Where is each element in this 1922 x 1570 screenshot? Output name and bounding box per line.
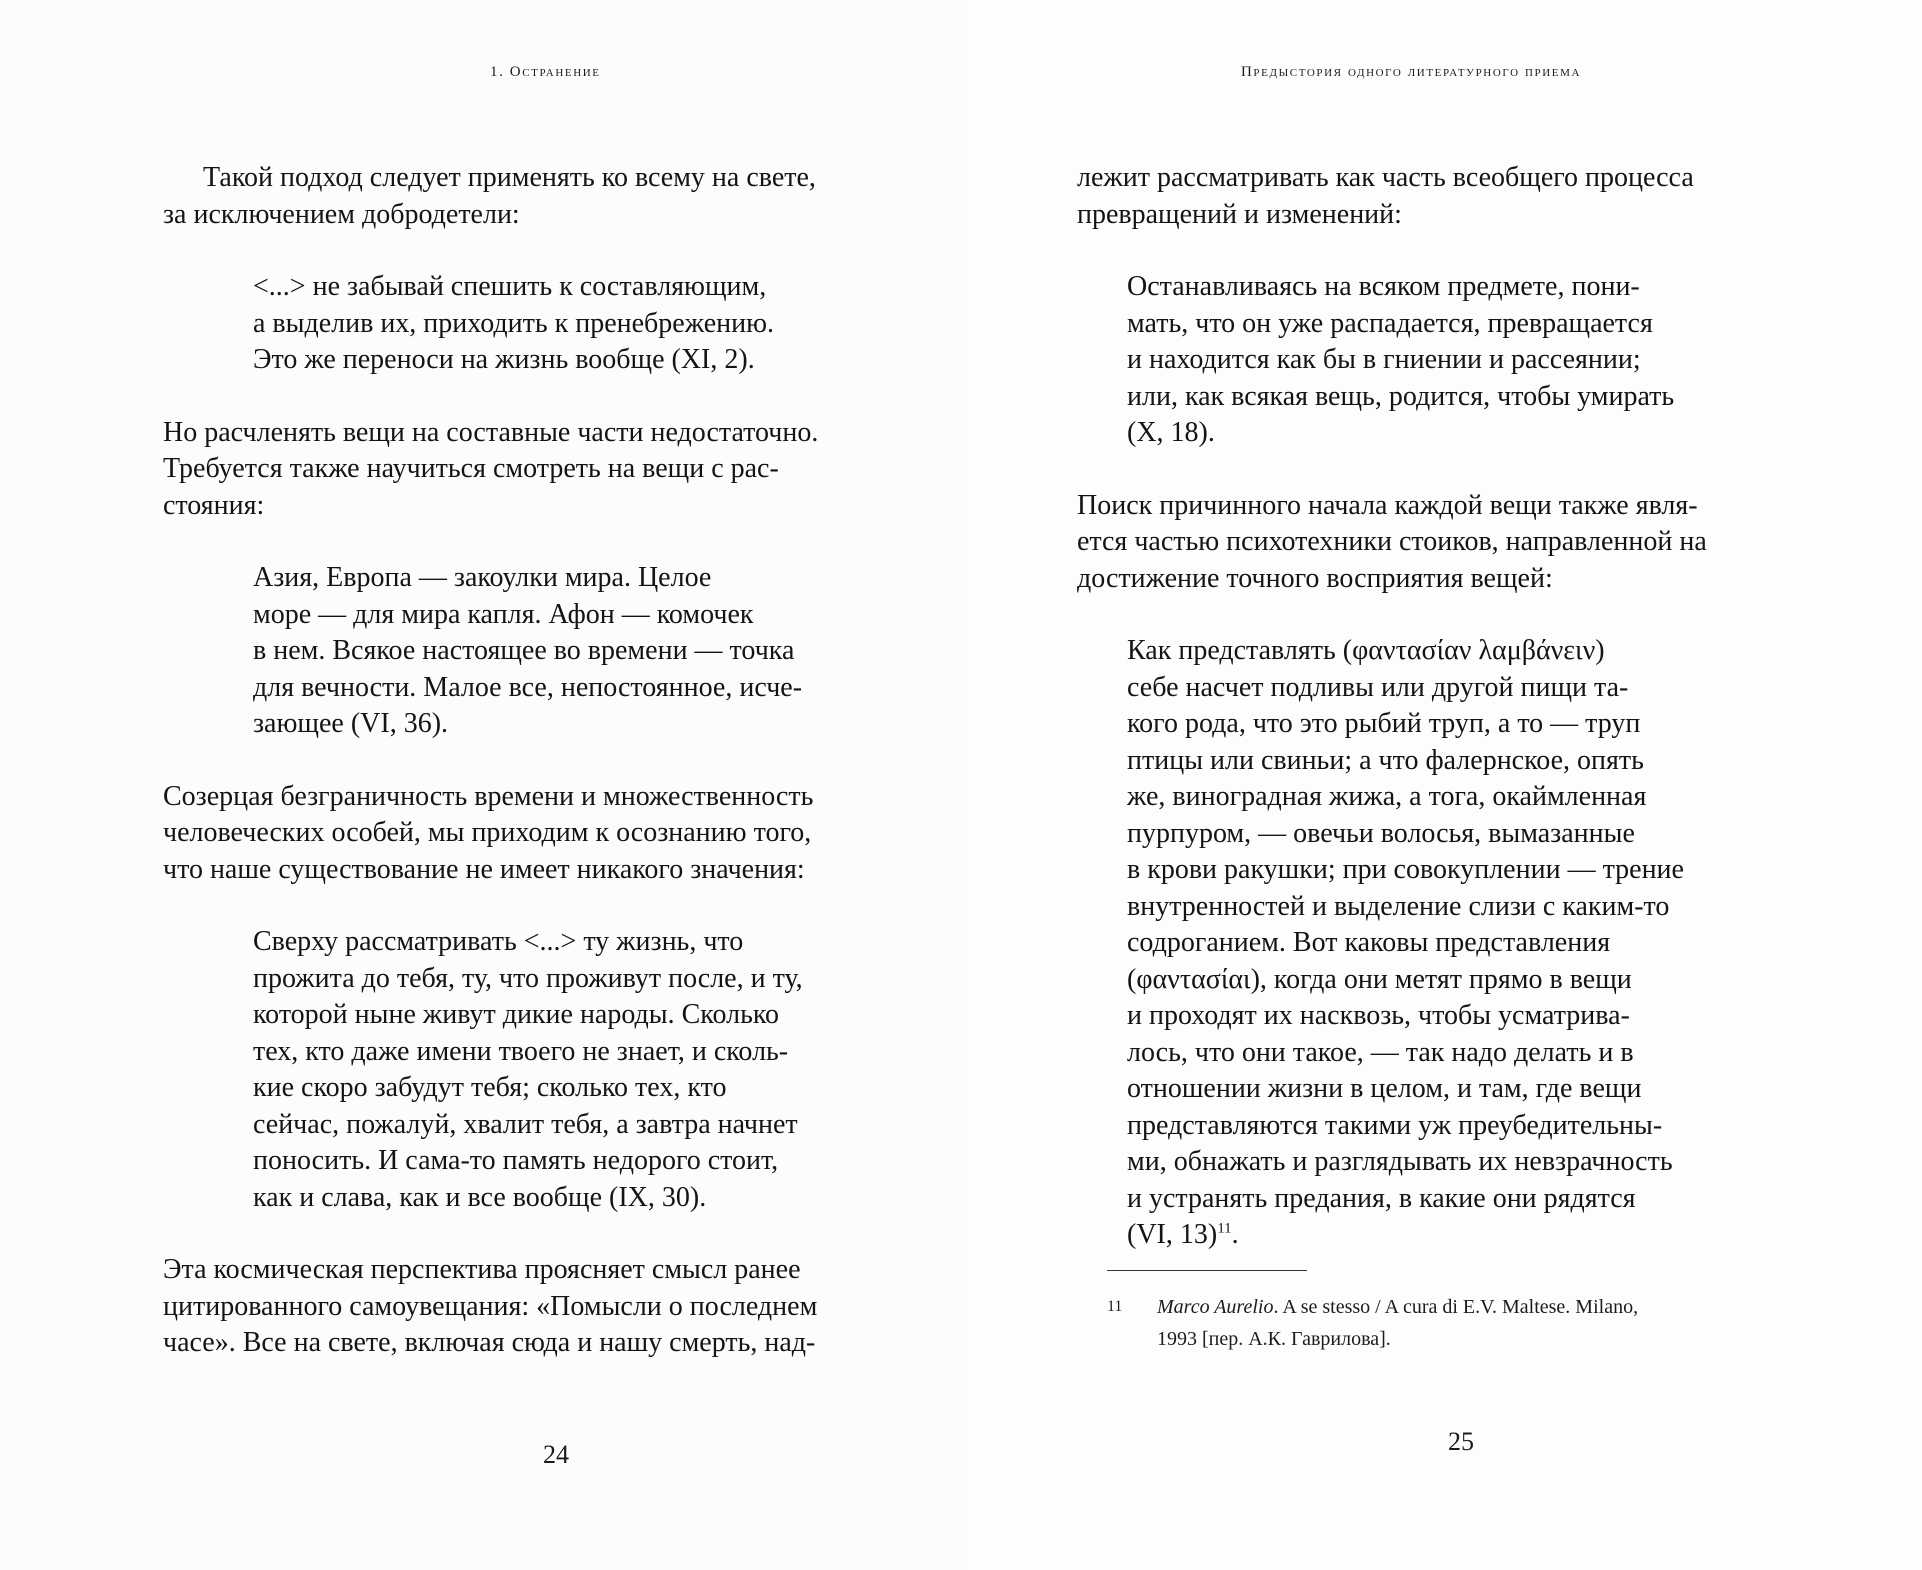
page-body [1077,160,1847,1254]
text-line: пурпуром, — овечьи волосья, вымазанные [1127,817,1635,849]
text-line: прожита до тебя, ту, что проживут после, и ту, [253,962,803,994]
text-line: Требуется также научиться смотреть на вещи с рас- [163,453,779,484]
text-line: содроганием. Вот каковы представления [1127,927,1611,958]
block-quote [1107,269,1847,452]
footnote-author: Marco Aurelio [1157,1296,1274,1318]
footnote-line-2: 1993 [пер. А.К. Гаврилова]. [1157,1328,1391,1350]
running-head: 1. Остранение [490,64,601,80]
text-line: мать, что он уже распадается, превращается [1127,307,1653,339]
text-line: за исключением добродетели: [163,198,520,230]
paragraph [163,415,943,525]
text-line: поносить. И сама-то память недорого стоит, [253,1145,779,1176]
text-line: ми, обнажать и разглядывать их невзрачность [1127,1146,1673,1177]
footnote-rule [1107,1270,1307,1271]
text-line: Такой подход следует применять ко всему на свете, [203,162,816,193]
footnote-ref[interactable]: 11 [1217,1220,1232,1237]
block-quote [203,269,943,379]
paragraph [163,160,943,233]
footnote-text [1157,1291,1727,1355]
text-line: Но расчленять вещи на составные части недостаточно. [163,416,819,448]
text-line: превращений и изменений: [1077,198,1402,230]
text-line: Это же переноси на жизнь вообще (XI, 2). [253,344,755,375]
text-line: себе насчет подливы или другой пищи та- [1127,671,1629,703]
text-line: тех, кто даже имени твоего не знает, и сколь- [253,1035,789,1067]
text-line: Останавливаясь на всяком предмете, пони- [1127,271,1640,302]
text-line: отношении жизни в целом, и там, где вещи [1127,1073,1642,1104]
text-line: достижение точного восприятия вещей: [1077,562,1553,594]
footnote-number: 11 [1107,1298,1123,1315]
text-line: же, виноградная жижа, а тога, окаймленная [1127,781,1647,812]
text-line: как и слава, как и все вообще (IX, 30). [253,1181,707,1213]
text-line: Созерцая безграничность времени и множественность [163,780,814,812]
text-line: в нем. Всякое настоящее во времени — точка [253,635,795,666]
text-line: зающее (VI, 36). [253,708,449,739]
citation: (VI, 13) [1127,1219,1218,1250]
right-page [961,0,1922,1570]
text-line: что наше существование не имеет никакого значения: [163,853,805,885]
text-line: кого рода, что это рыбий труп, а то — труп [1127,708,1641,739]
page-number: 25 [1448,1427,1474,1456]
block-quote [203,560,943,743]
text-line: или, как всякая вещь, родится, чтобы умирать [1127,380,1675,412]
text-line: часе». Все на свете, включая сюда и нашу смерть, над- [163,1327,816,1358]
text-line: Как представлять (φαντασίαν λαμβάνειν) [1127,635,1605,666]
footnote-line-1: . A se stesso / A cura di E.V. Maltese. Milano, [1273,1296,1639,1318]
text-line: Эта космическая перспектива проясняет смысл ранее [163,1254,801,1285]
text-line: ется частью психотехники стоиков, направленной на [1077,526,1707,557]
text-line: кие скоро забудут тебя; сколько тех, кто [253,1072,727,1103]
text-line: для вечности. Малое все, непостоянное, исче- [253,671,803,703]
text-line: лежит рассматривать как часть всеобщего процесса [1077,162,1694,193]
footnote [1107,1291,1727,1355]
period: . [1231,1219,1239,1250]
text-line: птицы или свиньи; а что фалернское, опять [1127,744,1644,776]
text-line: море — для мира капля. Афон — комочек [253,598,754,630]
paragraph [163,779,943,889]
text-line: внутренностей и выделение слизи с каким-то [1127,890,1670,922]
text-line: <...> не забывай спешить к составляющим, [253,271,767,302]
text-line: Сверху рассматривать <...> ту жизнь, что [253,926,744,957]
text-line: Азия, Европа — закоулки мира. Целое [253,562,712,593]
text-line: Поиск причинного начала каждой вещи также явля- [1077,489,1698,521]
page-number: 24 [543,1440,569,1469]
text-line: и проходят их насквозь, чтобы усматрива- [1127,1000,1630,1031]
text-line: (φαντασίαι), когда они метят прямо в вещи [1127,963,1632,995]
text-line: (X, 18). [1127,417,1215,448]
page-body [163,160,943,1362]
text-line: представляются такими уж преубедительны- [1127,1109,1663,1141]
paragraph [1077,160,1847,233]
text-line: которой ныне живут дикие народы. Сколько [253,999,780,1030]
text-line: сейчас, пожалуй, хвалит тебя, а завтра начнет [253,1108,798,1140]
text-line: и находится как бы в гниении и рассеянии; [1127,344,1641,375]
text-line: человеческих особей, мы приходим к осознанию того, [163,817,812,848]
text-line: цитированного самоувещания: «Помысли о последнем [163,1290,818,1322]
text-line: в крови ракушки; при совокуплении — трение [1127,854,1684,885]
text-line: стояния: [163,489,265,521]
text-line [1127,1217,1847,1254]
running-head: Предыстория одного литературного приема [1241,64,1582,80]
text-line: а выделив их, приходить к пренебрежению. [253,307,775,339]
block-quote [1107,633,1847,1254]
paragraph [163,1252,943,1362]
paragraph [1077,488,1847,598]
text-line: и устранять предания, в какие они рядятся [1127,1182,1636,1214]
text-line: лось, что они такое, — так надо делать и в [1127,1036,1634,1068]
block-quote [203,924,943,1216]
